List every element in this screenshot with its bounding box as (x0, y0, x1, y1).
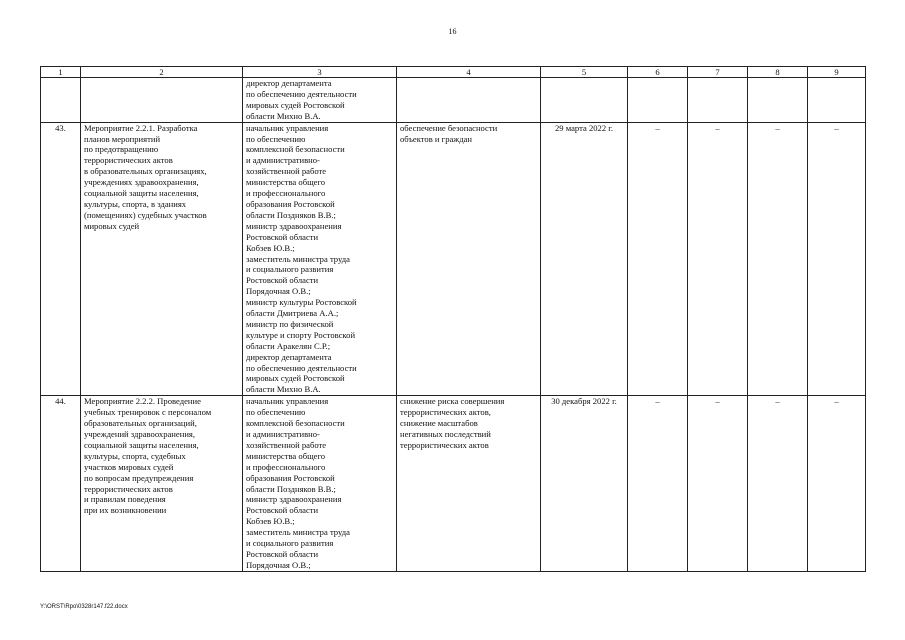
activity-cell (81, 122, 243, 396)
text-line: Мероприятие 2.2.2. Проведение (84, 396, 201, 407)
value-cell: – (748, 122, 808, 396)
text-line: и правилам поведения (84, 494, 166, 505)
text-line: заместитель министра труда (246, 253, 350, 264)
text-line: Порядочная О.В.; (246, 559, 311, 570)
value-cell (628, 78, 688, 123)
text-line: хозяйственной работе (246, 439, 327, 450)
text-line: учреждений здравоохранения, (84, 429, 196, 439)
file-path-footer: Y:\ORST\Rpo\0328r147.f22.docx (40, 604, 128, 610)
text-line: области Аракелян С.Р.; (246, 340, 331, 351)
result-cell (397, 122, 541, 396)
text-line: по обеспечению (246, 133, 306, 144)
text-line: и социального развития (246, 538, 334, 549)
text-line: террористических актов, (400, 407, 491, 418)
column-number: 7 (688, 67, 748, 78)
text-line: области Михно В.А. (246, 384, 321, 395)
text-line: по обеспечению (246, 407, 306, 418)
value-cell: – (808, 396, 866, 572)
text-line: культуры, спорта, судебных (84, 450, 186, 461)
activities-table (40, 66, 866, 572)
responsible-cell (243, 78, 397, 123)
text-line: и профессионального (246, 461, 326, 472)
text-line: Кобзев Ю.В.; (246, 242, 295, 253)
text-line: планов мероприятий (84, 133, 161, 144)
text-line: министр по физической (246, 318, 334, 329)
column-number: 3 (243, 67, 397, 78)
text-line: директор департамента (246, 78, 332, 88)
row-number-cell: 44. (41, 396, 81, 572)
text-line: снижение риска совершения (400, 396, 505, 407)
text-line: террористических актов (84, 155, 173, 166)
text-line: социальной защиты населения, (84, 188, 199, 199)
text-line: по обеспечению деятельности (246, 88, 357, 99)
text-line: террористических актов (400, 439, 489, 450)
value-cell: – (688, 122, 748, 396)
text-line: области Михно В.А. (246, 110, 321, 121)
text-line: Ростовской области (246, 505, 319, 516)
text-line: хозяйственной работе (246, 166, 327, 177)
column-number: 9 (808, 67, 866, 78)
text-line: комплексной безопасности (246, 418, 345, 429)
value-cell: – (688, 396, 748, 572)
text-line: участков мировых судей (84, 461, 174, 472)
value-cell: – (628, 122, 688, 396)
text-line: по обеспечению деятельности (246, 362, 357, 373)
value-cell: – (748, 396, 808, 572)
text-line: и социального развития (246, 264, 334, 275)
text-line: (помещениях) судебных участков (84, 209, 207, 220)
value-cell: – (628, 396, 688, 572)
text-line: начальник управления (246, 396, 329, 407)
text-line: и административно- (246, 429, 320, 439)
value-cell: – (808, 122, 866, 396)
text-line: комплексной безопасности (246, 144, 345, 155)
text-line: Ростовской области (246, 275, 319, 286)
row-number-cell (41, 78, 81, 123)
text-line: социальной защиты населения, (84, 439, 199, 450)
text-line: в образовательных организациях, (84, 166, 207, 177)
column-number: 6 (628, 67, 688, 78)
column-number: 2 (81, 67, 243, 78)
column-number: 8 (748, 67, 808, 78)
result-cell (397, 396, 541, 572)
value-cell (688, 78, 748, 123)
text-line: директор департамента (246, 351, 332, 362)
value-cell (748, 78, 808, 123)
text-line: образовательных организаций, (84, 418, 197, 429)
text-line: Кобзев Ю.В.; (246, 516, 295, 527)
text-line: объектов и граждан (400, 133, 473, 144)
text-line: заместитель министра труда (246, 527, 350, 538)
text-line: по вопросам предупреждения (84, 472, 194, 483)
text-line: при их возникновении (84, 505, 167, 516)
row-number-cell: 43. (41, 122, 81, 396)
date-cell: 30 декабря 2022 г. (541, 396, 628, 572)
text-line: культуры, спорта, в зданиях (84, 198, 187, 209)
text-line: мировых судей Ростовской (246, 99, 345, 110)
column-number: 5 (541, 67, 628, 78)
text-line: обеспечение безопасности (400, 122, 498, 133)
text-line: культуре и спорту Ростовской (246, 329, 356, 340)
page-number: 16 (448, 27, 457, 36)
activity-cell (81, 78, 243, 123)
result-cell (397, 78, 541, 123)
text-line: учреждениях здравоохранения, (84, 177, 199, 188)
text-line: мировых судей Ростовской (246, 373, 345, 384)
text-line: по предотвращению (84, 144, 159, 155)
date-cell: 29 марта 2022 г. (541, 122, 628, 396)
text-line: мировых судей (84, 220, 140, 231)
table-row (41, 122, 866, 396)
text-line: образования Ростовской (246, 472, 335, 483)
text-line: министр культуры Ростовской (246, 297, 357, 308)
text-line: области Поздняков В.В.; (246, 209, 336, 220)
date-cell (541, 78, 628, 123)
text-line: и профессионального (246, 188, 326, 199)
text-line: министр здравоохранения (246, 220, 342, 231)
value-cell (808, 78, 866, 123)
activity-cell (81, 396, 243, 572)
text-line: террористических актов (84, 483, 173, 494)
column-number: 1 (41, 67, 81, 78)
text-line: образования Ростовской (246, 198, 335, 209)
text-line: учебных тренировок с персоналом (84, 407, 212, 418)
table-row (41, 396, 866, 572)
column-number: 4 (397, 67, 541, 78)
text-line: Ростовской области (246, 231, 319, 242)
text-line: министерства общего (246, 177, 326, 188)
column-number-row (41, 67, 866, 78)
text-line: министр здравоохранения (246, 494, 342, 505)
text-line: области Поздняков В.В.; (246, 483, 336, 494)
responsible-cell (243, 396, 397, 572)
text-line: Ростовской области (246, 548, 319, 559)
continuation-row (41, 78, 866, 123)
text-line: Порядочная О.В.; (246, 286, 311, 297)
responsible-cell (243, 122, 397, 396)
text-line: начальник управления (246, 122, 329, 133)
text-line: Мероприятие 2.2.1. Разработка (84, 122, 198, 133)
text-line: снижение масштабов (400, 418, 478, 429)
text-line: министерства общего (246, 450, 326, 461)
text-line: и административно- (246, 155, 320, 166)
text-line: области Дмитриева А.А.; (246, 308, 339, 319)
text-line: негативных последствий (400, 429, 491, 439)
